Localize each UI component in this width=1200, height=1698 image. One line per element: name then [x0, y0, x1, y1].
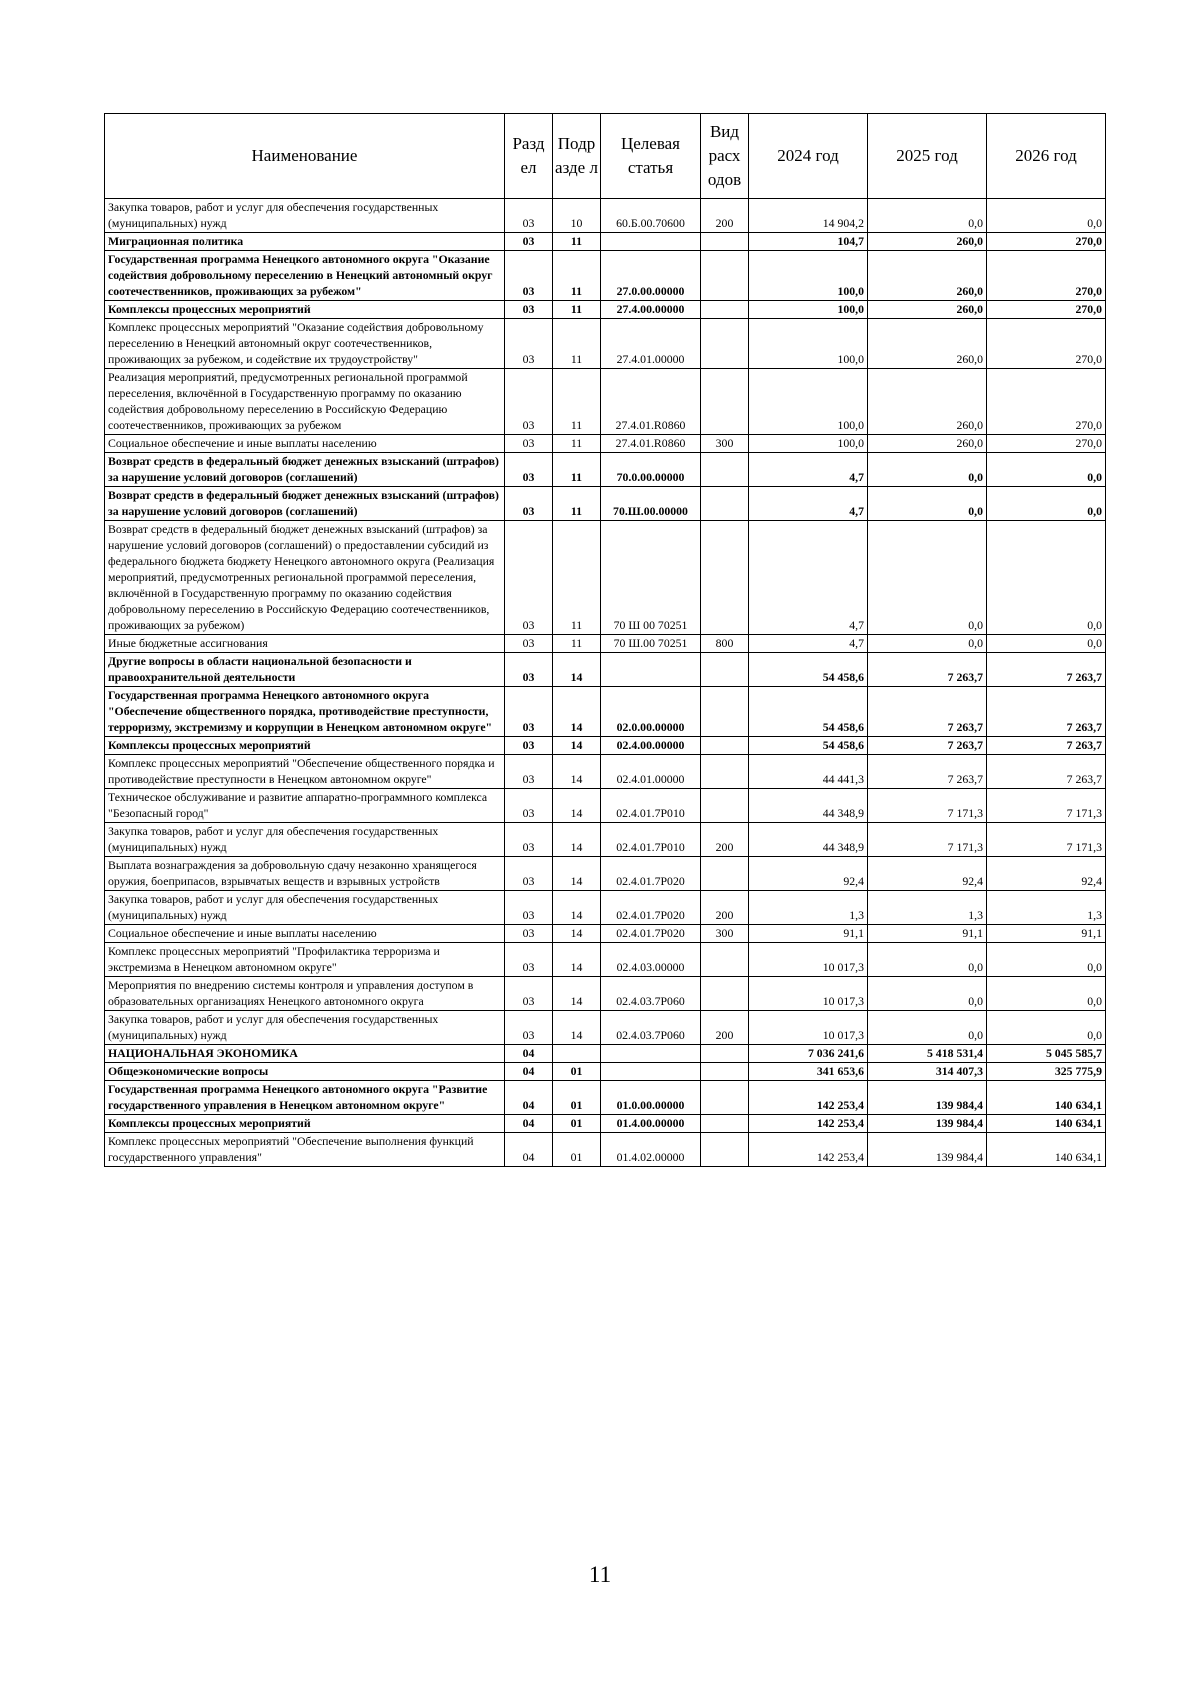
cell-2025: 260,0: [868, 319, 987, 369]
cell-section: 03: [505, 1011, 553, 1045]
cell-expense-type: [701, 453, 749, 487]
table-row: [105, 891, 1106, 925]
table-row: [105, 1063, 1106, 1081]
cell-target-article: 02.4.00.00000: [601, 737, 701, 755]
cell-2024: 100,0: [749, 369, 868, 435]
cell-expense-type: 300: [701, 435, 749, 453]
cell-name: Возврат средств в федеральный бюджет денежных взысканий (штрафов) за нарушение условий договоров (соглашений): [105, 487, 505, 521]
cell-name: Иные бюджетные ассигнования: [105, 635, 505, 653]
cell-2025: 0,0: [868, 943, 987, 977]
cell-name: Государственная программа Ненецкого автономного округа "Обеспечение общественного порядка, противодействие преступности, терроризму, экстремизму и коррупции в Ненецком автономном округе": [105, 687, 505, 737]
cell-section: 03: [505, 857, 553, 891]
page-number: 11: [588, 1562, 612, 1587]
table-body: [105, 199, 1106, 1167]
cell-section: 03: [505, 925, 553, 943]
cell-name: Государственная программа Ненецкого автономного округа "Развитие государственного управления в Ненецком автономном округе": [105, 1081, 505, 1115]
table-row: [105, 487, 1106, 521]
cell-expense-type: [701, 977, 749, 1011]
cell-2024: 1,3: [749, 891, 868, 925]
cell-expense-type: [701, 755, 749, 789]
cell-target-article: 27.4.01.R0860: [601, 369, 701, 435]
cell-name: Закупка товаров, работ и услуг для обеспечения государственных (муниципальных) нужд: [105, 1011, 505, 1045]
cell-expense-type: 200: [701, 823, 749, 857]
cell-section: 03: [505, 199, 553, 233]
header-year-2026: 2026 год: [987, 114, 1106, 199]
cell-section: 03: [505, 891, 553, 925]
cell-2026: 0,0: [987, 635, 1106, 653]
cell-2026: 140 634,1: [987, 1133, 1106, 1167]
cell-2025: 7 171,3: [868, 789, 987, 823]
cell-2025: 139 984,4: [868, 1133, 987, 1167]
cell-name: Комплекс процессных мероприятий "Обеспечение выполнения функций государственного управления": [105, 1133, 505, 1167]
header-expense-type: Вид расх одов: [701, 114, 749, 199]
cell-name: Общеэкономические вопросы: [105, 1063, 505, 1081]
cell-2026: 7 171,3: [987, 789, 1106, 823]
cell-2024: 100,0: [749, 435, 868, 453]
cell-2024: 10 017,3: [749, 977, 868, 1011]
cell-expense-type: [701, 1115, 749, 1133]
cell-target-article: 01.4.02.00000: [601, 1133, 701, 1167]
cell-2025: 91,1: [868, 925, 987, 943]
cell-2025: 7 263,7: [868, 737, 987, 755]
cell-expense-type: 200: [701, 199, 749, 233]
cell-subsection: 14: [553, 857, 601, 891]
cell-expense-type: 300: [701, 925, 749, 943]
cell-2026: 92,4: [987, 857, 1106, 891]
cell-2026: 140 634,1: [987, 1115, 1106, 1133]
cell-section: 03: [505, 789, 553, 823]
cell-subsection: [553, 1045, 601, 1063]
cell-name: Другие вопросы в области национальной безопасности и правоохранительной деятельности: [105, 653, 505, 687]
cell-2024: 54 458,6: [749, 737, 868, 755]
cell-2025: 5 418 531,4: [868, 1045, 987, 1063]
cell-2025: 260,0: [868, 233, 987, 251]
cell-subsection: 01: [553, 1081, 601, 1115]
cell-section: 03: [505, 369, 553, 435]
cell-target-article: 02.4.01.7Р020: [601, 925, 701, 943]
cell-2025: 7 171,3: [868, 823, 987, 857]
table-row: [105, 737, 1106, 755]
cell-2025: 260,0: [868, 251, 987, 301]
cell-name: Закупка товаров, работ и услуг для обеспечения государственных (муниципальных) нужд: [105, 199, 505, 233]
cell-2024: 142 253,4: [749, 1081, 868, 1115]
cell-target-article: 02.4.01.00000: [601, 755, 701, 789]
cell-subsection: 14: [553, 891, 601, 925]
cell-2026: 0,0: [987, 521, 1106, 635]
cell-subsection: 11: [553, 319, 601, 369]
cell-section: 03: [505, 823, 553, 857]
cell-2025: 0,0: [868, 1011, 987, 1045]
cell-name: Возврат средств в федеральный бюджет денежных взысканий (штрафов) за нарушение условий договоров (соглашений) о предоставлении субсидий из федерального бюджета бюджету Ненецкого автономного округа (Реализация мероприятий, предусмотренных региональной программой переселения, включённой в Государственную программу по оказанию содействия добровольному переселению в Российскую Федерацию соотечественников, проживающих за рубежом): [105, 521, 505, 635]
cell-2026: 270,0: [987, 233, 1106, 251]
table-row: [105, 857, 1106, 891]
cell-2025: 0,0: [868, 521, 987, 635]
table-row: [105, 925, 1106, 943]
table-row: [105, 653, 1106, 687]
cell-target-article: 02.4.01.7Р010: [601, 789, 701, 823]
cell-2025: 139 984,4: [868, 1081, 987, 1115]
cell-section: 04: [505, 1063, 553, 1081]
cell-expense-type: [701, 1045, 749, 1063]
cell-expense-type: [701, 521, 749, 635]
cell-2025: 92,4: [868, 857, 987, 891]
cell-target-article: 27.4.01.00000: [601, 319, 701, 369]
cell-section: 03: [505, 635, 553, 653]
cell-2025: 0,0: [868, 487, 987, 521]
cell-2024: 100,0: [749, 319, 868, 369]
cell-subsection: 11: [553, 251, 601, 301]
cell-subsection: 14: [553, 653, 601, 687]
cell-target-article: 27.4.00.00000: [601, 301, 701, 319]
cell-2026: 0,0: [987, 943, 1106, 977]
cell-target-article: 02.4.03.7Р060: [601, 977, 701, 1011]
cell-section: 03: [505, 737, 553, 755]
cell-target-article: [601, 233, 701, 251]
cell-expense-type: 200: [701, 891, 749, 925]
cell-2025: 7 263,7: [868, 755, 987, 789]
cell-2024: 91,1: [749, 925, 868, 943]
header-section: Разд ел: [505, 114, 553, 199]
cell-2026: 325 775,9: [987, 1063, 1106, 1081]
header-target-article: Целевая статья: [601, 114, 701, 199]
cell-2026: 7 263,7: [987, 737, 1106, 755]
cell-subsection: 14: [553, 977, 601, 1011]
cell-subsection: 11: [553, 301, 601, 319]
cell-2024: 44 348,9: [749, 823, 868, 857]
cell-subsection: 14: [553, 925, 601, 943]
header-subsection: Подр азде л: [553, 114, 601, 199]
table-row: [105, 823, 1106, 857]
cell-expense-type: 200: [701, 1011, 749, 1045]
cell-subsection: 10: [553, 199, 601, 233]
table-row: [105, 199, 1106, 233]
cell-2026: 0,0: [987, 977, 1106, 1011]
table-row: [105, 943, 1106, 977]
cell-2024: 92,4: [749, 857, 868, 891]
cell-target-article: 01.4.00.00000: [601, 1115, 701, 1133]
table-row: [105, 435, 1106, 453]
cell-2025: 260,0: [868, 435, 987, 453]
cell-2024: 44 441,3: [749, 755, 868, 789]
header-year-2024: 2024 год: [749, 114, 868, 199]
cell-target-article: 02.0.00.00000: [601, 687, 701, 737]
cell-target-article: 02.4.01.7Р010: [601, 823, 701, 857]
cell-subsection: 14: [553, 755, 601, 789]
cell-name: Комплексы процессных мероприятий: [105, 301, 505, 319]
cell-target-article: [601, 1063, 701, 1081]
table-row: [105, 1081, 1106, 1115]
cell-2024: 44 348,9: [749, 789, 868, 823]
cell-2024: 142 253,4: [749, 1133, 868, 1167]
cell-2026: 5 045 585,7: [987, 1045, 1106, 1063]
table-row: [105, 319, 1106, 369]
table-row: [105, 233, 1106, 251]
cell-expense-type: 800: [701, 635, 749, 653]
table-row: [105, 521, 1106, 635]
cell-name: Закупка товаров, работ и услуг для обеспечения государственных (муниципальных) нужд: [105, 891, 505, 925]
cell-expense-type: [701, 687, 749, 737]
cell-section: 03: [505, 687, 553, 737]
cell-expense-type: [701, 233, 749, 251]
cell-2024: 142 253,4: [749, 1115, 868, 1133]
cell-target-article: 02.4.03.00000: [601, 943, 701, 977]
cell-expense-type: [701, 487, 749, 521]
cell-name: Мероприятия по внедрению системы контроля и управления доступом в образовательных организациях Ненецкого автономного округа: [105, 977, 505, 1011]
cell-subsection: 14: [553, 943, 601, 977]
cell-expense-type: [701, 789, 749, 823]
cell-target-article: 70 Ш 00 70251: [601, 521, 701, 635]
cell-subsection: 11: [553, 233, 601, 251]
cell-target-article: [601, 653, 701, 687]
cell-expense-type: [701, 301, 749, 319]
cell-target-article: 27.0.00.00000: [601, 251, 701, 301]
cell-2024: 4,7: [749, 487, 868, 521]
cell-subsection: 01: [553, 1115, 601, 1133]
cell-2024: 54 458,6: [749, 653, 868, 687]
cell-target-article: 70 Ш.00 70251: [601, 635, 701, 653]
cell-2024: 4,7: [749, 635, 868, 653]
cell-subsection: 14: [553, 823, 601, 857]
cell-expense-type: [701, 653, 749, 687]
header-name: Наименование: [105, 114, 505, 199]
cell-target-article: 60.Б.00.70600: [601, 199, 701, 233]
table-row: [105, 1011, 1106, 1045]
cell-2026: 270,0: [987, 369, 1106, 435]
cell-section: 04: [505, 1133, 553, 1167]
cell-target-article: 27.4.01.R0860: [601, 435, 701, 453]
table-row: [105, 755, 1106, 789]
cell-2026: 0,0: [987, 199, 1106, 233]
cell-section: 03: [505, 521, 553, 635]
cell-2026: 0,0: [987, 1011, 1106, 1045]
cell-name: Комплекс процессных мероприятий "Оказание содействия добровольному переселению в Ненецкий автономный округ соотечественников, проживающих за рубежом, и содействие их трудоустройству": [105, 319, 505, 369]
cell-name: Комплексы процессных мероприятий: [105, 737, 505, 755]
table-row: [105, 977, 1106, 1011]
table-row: [105, 251, 1106, 301]
cell-2026: 7 171,3: [987, 823, 1106, 857]
cell-2024: 4,7: [749, 521, 868, 635]
cell-subsection: 14: [553, 737, 601, 755]
cell-expense-type: [701, 1081, 749, 1115]
table-row: [105, 301, 1106, 319]
cell-expense-type: [701, 857, 749, 891]
cell-2026: 270,0: [987, 301, 1106, 319]
cell-target-article: 70.Ш.00.00000: [601, 487, 701, 521]
cell-subsection: 14: [553, 789, 601, 823]
cell-expense-type: [701, 1063, 749, 1081]
cell-section: 04: [505, 1081, 553, 1115]
cell-subsection: 11: [553, 487, 601, 521]
cell-section: 03: [505, 453, 553, 487]
cell-name: Социальное обеспечение и иные выплаты населению: [105, 925, 505, 943]
cell-2026: 7 263,7: [987, 653, 1106, 687]
cell-name: Государственная программа Ненецкого автономного округа "Оказание содействия добровольному переселению в Ненецкий автономный округ соотечественников, проживающих за рубежом": [105, 251, 505, 301]
cell-subsection: 01: [553, 1133, 601, 1167]
cell-2025: 139 984,4: [868, 1115, 987, 1133]
cell-section: 03: [505, 251, 553, 301]
cell-name: НАЦИОНАЛЬНАЯ ЭКОНОМИКА: [105, 1045, 505, 1063]
cell-name: Реализация мероприятий, предусмотренных региональной программой переселения, включённой в Государственную программу по оказанию содействия добровольному переселению в Российскую Федерацию соотечественников, проживающих за рубежом: [105, 369, 505, 435]
cell-name: Комплексы процессных мероприятий: [105, 1115, 505, 1133]
cell-section: 03: [505, 301, 553, 319]
budget-table: [104, 113, 1106, 1167]
cell-2026: 140 634,1: [987, 1081, 1106, 1115]
cell-section: 03: [505, 755, 553, 789]
table-row: [105, 453, 1106, 487]
cell-target-article: 01.0.00.00000: [601, 1081, 701, 1115]
cell-2024: 10 017,3: [749, 943, 868, 977]
cell-2025: 260,0: [868, 301, 987, 319]
table-row: [105, 369, 1106, 435]
cell-name: Закупка товаров, работ и услуг для обеспечения государственных (муниципальных) нужд: [105, 823, 505, 857]
cell-subsection: 01: [553, 1063, 601, 1081]
cell-2026: 7 263,7: [987, 755, 1106, 789]
cell-name: Комплекс процессных мероприятий "Профилактика терроризма и экстремизма в Ненецком автономном округе": [105, 943, 505, 977]
cell-2025: 260,0: [868, 369, 987, 435]
cell-2024: 54 458,6: [749, 687, 868, 737]
cell-section: 03: [505, 977, 553, 1011]
cell-section: 03: [505, 487, 553, 521]
cell-section: 03: [505, 653, 553, 687]
cell-2025: 0,0: [868, 977, 987, 1011]
cell-2026: 270,0: [987, 319, 1106, 369]
cell-2025: 0,0: [868, 635, 987, 653]
cell-2025: 314 407,3: [868, 1063, 987, 1081]
cell-expense-type: [701, 251, 749, 301]
cell-target-article: 02.4.03.7Р060: [601, 1011, 701, 1045]
cell-2024: 100,0: [749, 301, 868, 319]
table-row: [105, 687, 1106, 737]
cell-2026: 0,0: [987, 453, 1106, 487]
cell-2025: 0,0: [868, 453, 987, 487]
table-header-row: [105, 114, 1106, 199]
cell-section: 04: [505, 1045, 553, 1063]
cell-2026: 0,0: [987, 487, 1106, 521]
cell-2024: 100,0: [749, 251, 868, 301]
cell-section: 03: [505, 943, 553, 977]
cell-2025: 7 263,7: [868, 687, 987, 737]
cell-subsection: 14: [553, 1011, 601, 1045]
table-row: [105, 1115, 1106, 1133]
cell-expense-type: [701, 319, 749, 369]
cell-target-article: 70.0.00.00000: [601, 453, 701, 487]
cell-name: Миграционная политика: [105, 233, 505, 251]
header-year-2025: 2025 год: [868, 114, 987, 199]
cell-name: Техническое обслуживание и развитие аппаратно-программного комплекса "Безопасный город": [105, 789, 505, 823]
cell-subsection: 14: [553, 687, 601, 737]
cell-expense-type: [701, 943, 749, 977]
table-row: [105, 1045, 1106, 1063]
table-row: [105, 635, 1106, 653]
cell-section: 03: [505, 319, 553, 369]
cell-section: 04: [505, 1115, 553, 1133]
cell-2026: 7 263,7: [987, 687, 1106, 737]
cell-2024: 341 653,6: [749, 1063, 868, 1081]
cell-subsection: 11: [553, 635, 601, 653]
cell-2026: 270,0: [987, 435, 1106, 453]
cell-2024: 4,7: [749, 453, 868, 487]
cell-subsection: 11: [553, 453, 601, 487]
cell-2026: 91,1: [987, 925, 1106, 943]
cell-name: Комплекс процессных мероприятий "Обеспечение общественного порядка и противодействие преступности в Ненецком автономном округе": [105, 755, 505, 789]
cell-2025: 7 263,7: [868, 653, 987, 687]
table-row: [105, 1133, 1106, 1167]
cell-expense-type: [701, 737, 749, 755]
cell-2024: 7 036 241,6: [749, 1045, 868, 1063]
cell-name: Возврат средств в федеральный бюджет денежных взысканий (штрафов) за нарушение условий договоров (соглашений): [105, 453, 505, 487]
cell-name: Социальное обеспечение и иные выплаты населению: [105, 435, 505, 453]
cell-target-article: 02.4.01.7Р020: [601, 857, 701, 891]
cell-expense-type: [701, 369, 749, 435]
cell-target-article: [601, 1045, 701, 1063]
cell-name: Выплата вознаграждения за добровольную сдачу незаконно хранящегося оружия, боеприпасов, взрывчатых веществ и взрывных устройств: [105, 857, 505, 891]
cell-target-article: 02.4.01.7Р020: [601, 891, 701, 925]
cell-subsection: 11: [553, 521, 601, 635]
cell-expense-type: [701, 1133, 749, 1167]
cell-2026: 1,3: [987, 891, 1106, 925]
cell-2024: 10 017,3: [749, 1011, 868, 1045]
cell-2024: 14 904,2: [749, 199, 868, 233]
cell-section: 03: [505, 233, 553, 251]
table-row: [105, 789, 1106, 823]
cell-2025: 1,3: [868, 891, 987, 925]
cell-2024: 104,7: [749, 233, 868, 251]
cell-subsection: 11: [553, 369, 601, 435]
cell-section: 03: [505, 435, 553, 453]
cell-2025: 0,0: [868, 199, 987, 233]
cell-subsection: 11: [553, 435, 601, 453]
cell-2026: 270,0: [987, 251, 1106, 301]
